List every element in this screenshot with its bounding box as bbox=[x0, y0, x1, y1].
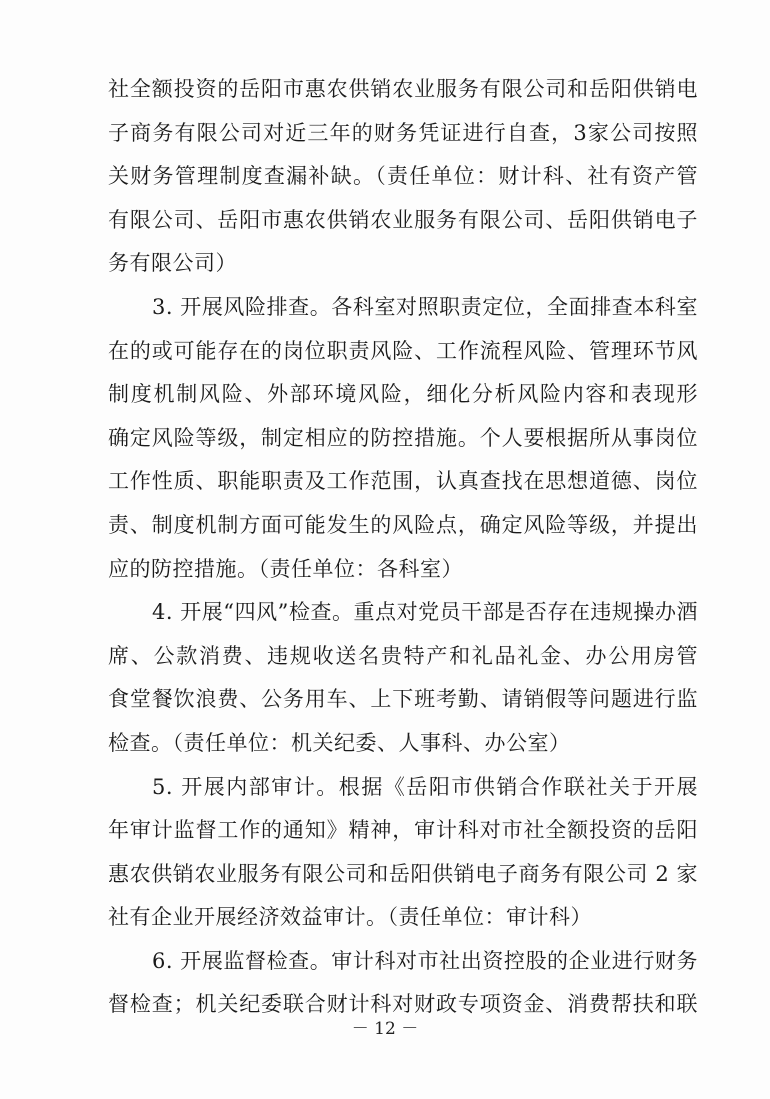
text-line: 工作性质、职能职责及工作范围，认真查找在思想道德、岗位 bbox=[108, 469, 698, 494]
text-line: 社全额投资的岳阳市惠农供销农业服务有限公司和岳阳供销电 bbox=[108, 77, 698, 101]
text-line: 社有企业开展经济效益审计。（责任单位：审计科） bbox=[108, 905, 592, 930]
page-number: － 12 － bbox=[351, 1019, 419, 1039]
text-line: 有限公司、岳阳市惠农供销农业服务有限公司、岳阳供销电子 bbox=[108, 207, 698, 232]
text-line: 食堂餐饮浪费、公务用车、上下班考勤、请销假等问题进行监 bbox=[108, 687, 698, 712]
text-line: 惠农供销农业服务有限公司和岳阳供销电子商务有限公司 2 家 bbox=[108, 861, 698, 886]
text-line: 务有限公司） bbox=[108, 251, 237, 276]
text-line: 年审计监督工作的通知》精神，审计科对市社全额投资的岳阳 bbox=[108, 818, 698, 843]
text-line: 确定风险等级，制定相应的防控措施。个人要根据所从事岗位 bbox=[108, 425, 698, 450]
text-line: 关财务管理制度查漏补缺。（责任单位：财计科、社有资产管 bbox=[108, 164, 698, 189]
text-line: 督检查；机关纪委联合财计科对财政专项资金、消费帮扶和联 bbox=[108, 992, 698, 1017]
text-line: 子商务有限公司对近三年的财务凭证进行自查，3家公司按照 bbox=[108, 120, 698, 145]
text-line: 制度机制风险、外部环境风险，细化分析风险内容和表现形 bbox=[108, 382, 698, 407]
text-line: 应的防控措施。（责任单位：各科室） bbox=[108, 556, 463, 581]
document-body bbox=[108, 68, 698, 1027]
text-line: 在的或可能存在的岗位职责风险、工作流程风险、管理环节风 bbox=[108, 338, 698, 363]
section-heading-line: 5. 开展内部审计。根据《岳阳市供销合作联社关于开展 bbox=[152, 774, 698, 799]
text-line: 责、制度机制方面可能发生的风险点，确定风险等级，并提出 bbox=[108, 512, 698, 537]
text-line: 席、公款消费、违规收送名贵特产和礼品礼金、办公用房管 bbox=[108, 643, 698, 668]
section-heading-line: 4. 开展“四风”检查。重点对党员干部是否存在违规操办酒 bbox=[152, 600, 698, 625]
section-heading-line: 3. 开展风险排查。各科室对照职责定位，全面排查本科室 bbox=[152, 294, 698, 319]
text-line: 检查。（责任单位：机关纪委、人事科、办公室） bbox=[108, 730, 571, 755]
section-heading-line: 6. 开展监督检查。审计科对市社出资控股的企业进行财务 bbox=[152, 948, 698, 973]
